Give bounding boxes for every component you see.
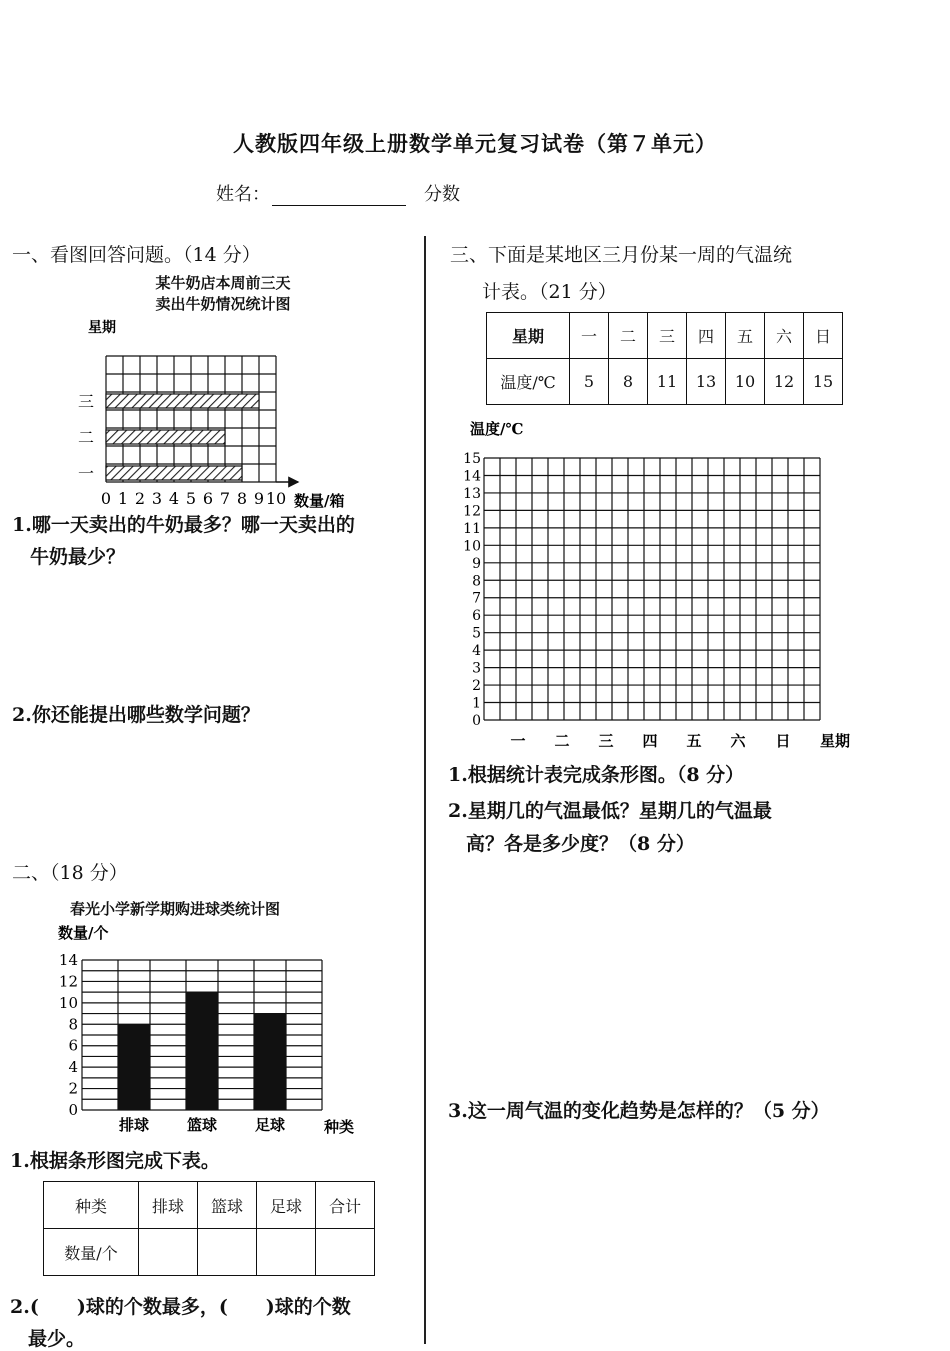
section3-q2-line2: 高？各是多少度？（8 分）	[466, 833, 695, 855]
section3-heading-line2: 计表。（21 分）	[482, 281, 617, 303]
temp-cell: 5	[570, 359, 609, 405]
day-cell: 六	[765, 313, 804, 359]
chart2-title: 春光小学新学期购进球类统计图	[70, 900, 281, 918]
section2-table	[43, 1181, 375, 1276]
bar-二	[106, 430, 225, 444]
y-tick-label: 6	[472, 608, 481, 625]
table-row-label: 数量/个	[44, 1229, 139, 1276]
chart2-svg	[0, 920, 420, 1140]
x-tick-label: 4	[168, 489, 180, 508]
category-label: 五	[686, 732, 702, 750]
score-label: 分数	[424, 184, 460, 205]
y-tick-label: 5	[472, 625, 481, 642]
day-cell: 三	[648, 313, 687, 359]
chart1-xlabel: 数量/箱	[294, 492, 345, 510]
y-tick-label: 3	[472, 660, 481, 677]
table-header-cell: 篮球	[198, 1182, 257, 1229]
chart1-title-line1: 某牛奶店本周前三天	[155, 274, 291, 292]
bar-足球	[254, 1014, 286, 1110]
category-label: 一	[77, 464, 95, 483]
temp-table-row-label: 温度/℃	[487, 359, 570, 405]
chart3-svg	[440, 416, 880, 752]
x-tick-label: 5	[185, 489, 197, 508]
y-tick-label: 10	[58, 993, 78, 1012]
page-title: 人教版四年级上册数学单元复习试卷（第７单元）	[233, 132, 717, 156]
chart3-xlabel: 星期	[820, 732, 851, 750]
y-tick-label: 10	[463, 538, 481, 555]
temp-cell: 8	[609, 359, 648, 405]
column-divider	[424, 236, 426, 1344]
y-tick-label: 0	[68, 1101, 78, 1119]
name-row	[216, 180, 460, 206]
section2-heading: 二、（18 分）	[12, 862, 128, 884]
section2-q2-line1: 2.( )球的个数最多，( )球的个数	[10, 1296, 351, 1318]
category-label: 三	[77, 392, 95, 411]
section2-q2-line2: 最少。	[28, 1328, 86, 1350]
section1-heading: 一、看图回答问题。（14 分）	[12, 244, 261, 266]
answer-cell[interactable]	[257, 1229, 316, 1276]
day-cell: 四	[687, 313, 726, 359]
chart1-ylabel: 星期	[88, 320, 116, 336]
name-blank[interactable]	[272, 187, 406, 206]
x-tick-label: 7	[219, 489, 231, 508]
day-cell: 五	[726, 313, 765, 359]
y-tick-label: 15	[463, 451, 481, 467]
bar-排球	[118, 1024, 150, 1110]
y-tick-label: 8	[68, 1015, 78, 1034]
category-label: 篮球	[186, 1116, 218, 1134]
temperature-table	[486, 312, 843, 405]
section3-q3: 3.这一周气温的变化趋势是怎样的？（5 分）	[448, 1100, 830, 1122]
table-header-cell: 排球	[139, 1182, 198, 1229]
chart2-ylabel: 数量/个	[58, 924, 109, 942]
name-label: 姓名：	[216, 184, 270, 205]
section1-q1-line2: 牛奶最少？	[30, 546, 126, 568]
x-tick-label: 6	[202, 489, 214, 508]
category-label: 二	[554, 732, 570, 750]
table-header-cell: 种类	[44, 1182, 139, 1229]
temp-table-row-label: 星期	[487, 313, 570, 359]
x-tick-label: 2	[134, 489, 146, 508]
x-tick-label: 3	[151, 489, 163, 508]
x-tick-label: 10	[265, 489, 287, 508]
y-tick-label: 2	[68, 1079, 78, 1098]
y-tick-label: 0	[472, 713, 481, 729]
answer-cell[interactable]	[198, 1229, 257, 1276]
y-tick-label: 8	[472, 573, 481, 590]
category-label: 足球	[254, 1116, 286, 1134]
x-tick-label: 8	[236, 489, 248, 508]
temp-cell: 10	[726, 359, 765, 405]
section3-q1: 1.根据统计表完成条形图。（8 分）	[448, 764, 745, 786]
category-label: 三	[598, 732, 614, 750]
chart1-grid	[106, 356, 298, 482]
y-tick-label: 6	[68, 1036, 78, 1055]
table-header-cell: 合计	[316, 1182, 375, 1229]
category-label: 一	[510, 732, 526, 750]
answer-cell[interactable]	[139, 1229, 198, 1276]
temp-cell: 12	[765, 359, 804, 405]
bar-一	[106, 466, 242, 480]
bar-篮球	[186, 992, 218, 1110]
x-tick-label: 0	[100, 489, 112, 508]
y-tick-label: 14	[58, 951, 78, 969]
y-tick-label: 13	[463, 485, 481, 502]
category-label: 日	[775, 732, 791, 750]
temp-cell: 15	[804, 359, 843, 405]
day-cell: 日	[804, 313, 843, 359]
section3-heading-line1: 三、下面是某地区三月份某一周的气温统	[450, 244, 793, 266]
answer-cell[interactable]	[316, 1229, 375, 1276]
section2-q1: 1.根据条形图完成下表。	[10, 1150, 220, 1172]
y-tick-label: 9	[472, 555, 481, 572]
chart1-title-line2: 卖出牛奶情况统计图	[155, 295, 291, 313]
y-tick-label: 12	[58, 972, 78, 991]
y-tick-label: 4	[68, 1058, 78, 1077]
chart3-grid	[484, 458, 820, 720]
chart1-svg	[0, 310, 420, 510]
y-tick-label: 2	[472, 678, 481, 695]
category-label: 六	[730, 732, 746, 750]
section1-q2: 2.你还能提出哪些数学问题？	[12, 704, 260, 726]
y-tick-label: 11	[463, 520, 481, 537]
chart2-xlabel: 种类	[324, 1118, 355, 1136]
category-label: 四	[642, 732, 658, 750]
section1-q1-line1: 1.哪一天卖出的牛奶最多？哪一天卖出的	[12, 514, 355, 536]
y-tick-label: 4	[472, 643, 481, 660]
day-cell: 二	[609, 313, 648, 359]
bar-三	[106, 394, 259, 408]
section3-q2-line1: 2.星期几的气温最低？星期几的气温最	[448, 800, 772, 822]
y-tick-label: 12	[463, 503, 481, 520]
x-tick-label: 9	[253, 489, 265, 508]
chart3-ylabel: 温度/℃	[470, 420, 524, 438]
temp-cell: 13	[687, 359, 726, 405]
y-tick-label: 14	[463, 468, 481, 485]
day-cell: 一	[570, 313, 609, 359]
temp-cell: 11	[648, 359, 687, 405]
x-tick-label: 1	[117, 489, 129, 508]
category-label: 排球	[118, 1116, 150, 1134]
table-header-cell: 足球	[257, 1182, 316, 1229]
category-label: 二	[77, 428, 95, 447]
y-tick-label: 7	[472, 590, 481, 607]
y-tick-label: 1	[472, 695, 481, 712]
